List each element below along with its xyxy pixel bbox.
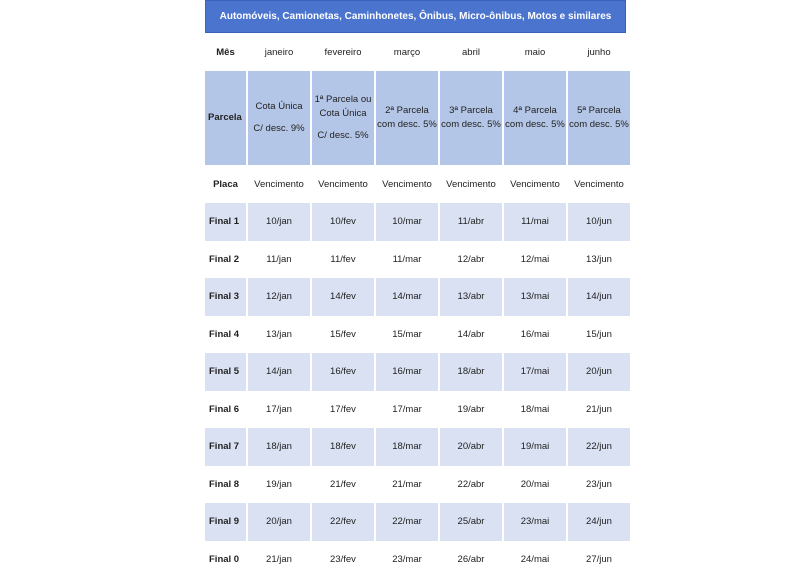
vencimento-header: Vencimento <box>440 165 502 203</box>
due-date: 19/abr <box>440 391 502 429</box>
due-date: 11/abr <box>440 203 502 241</box>
placa-final: Final 2 <box>205 241 246 279</box>
due-date: 13/jun <box>568 241 630 279</box>
parcela-main: Cota Única <box>256 101 303 112</box>
due-date: 16/fev <box>312 353 374 391</box>
due-date: 17/fev <box>312 391 374 429</box>
parcela-header <box>504 71 566 165</box>
due-date: 20/jun <box>568 353 630 391</box>
due-date: 20/jan <box>248 503 310 541</box>
table-row <box>205 203 630 241</box>
due-date: 14/jan <box>248 353 310 391</box>
parcela-main: 2ª Parcela com desc. 5% <box>377 105 437 130</box>
due-date: 22/abr <box>440 466 502 504</box>
placa-label: Placa <box>205 165 246 203</box>
placa-final: Final 3 <box>205 278 246 316</box>
due-date: 14/mar <box>376 278 438 316</box>
months-label: Mês <box>205 33 246 71</box>
parcelas-row <box>205 71 630 165</box>
due-date: 20/abr <box>440 428 502 466</box>
due-date: 25/abr <box>440 503 502 541</box>
months-row <box>205 33 630 71</box>
due-date: 21/jan <box>248 541 310 578</box>
due-date: 13/mai <box>504 278 566 316</box>
parcela-main: 4ª Parcela com desc. 5% <box>505 105 565 130</box>
vencimento-header: Vencimento <box>568 165 630 203</box>
placa-final: Final 0 <box>205 541 246 578</box>
due-date: 23/fev <box>312 541 374 578</box>
parcela-main: 5ª Parcela com desc. 5% <box>569 105 629 130</box>
vencimento-header: Vencimento <box>504 165 566 203</box>
due-date: 21/mar <box>376 466 438 504</box>
due-date: 21/fev <box>312 466 374 504</box>
due-date: 17/jan <box>248 391 310 429</box>
parcela-header <box>312 71 374 165</box>
due-date: 10/mar <box>376 203 438 241</box>
due-date: 24/jun <box>568 503 630 541</box>
vencimento-header: Vencimento <box>376 165 438 203</box>
table-row <box>205 466 630 504</box>
table-title: Automóveis, Camionetas, Caminhonetes, Ônibus, Micro-ônibus, Motos e similares <box>205 0 626 33</box>
due-date: 11/mai <box>504 203 566 241</box>
month-header: maio <box>504 33 566 71</box>
table-row <box>205 278 630 316</box>
table-row <box>205 353 630 391</box>
due-date: 26/abr <box>440 541 502 578</box>
parcela-main: 3ª Parcela com desc. 5% <box>441 105 501 130</box>
due-date: 21/jun <box>568 391 630 429</box>
parcela-header <box>568 71 630 165</box>
due-date: 14/jun <box>568 278 630 316</box>
due-date: 11/fev <box>312 241 374 279</box>
schedule-table <box>203 33 632 578</box>
due-date: 22/fev <box>312 503 374 541</box>
due-date: 16/mai <box>504 316 566 354</box>
due-date: 27/jun <box>568 541 630 578</box>
due-date: 24/mai <box>504 541 566 578</box>
table-row <box>205 391 630 429</box>
table-row <box>205 316 630 354</box>
placa-final: Final 8 <box>205 466 246 504</box>
due-date: 13/jan <box>248 316 310 354</box>
due-date: 17/mai <box>504 353 566 391</box>
vencimento-header: Vencimento <box>312 165 374 203</box>
parcela-sub: C/ desc. 9% <box>248 122 310 136</box>
due-date: 20/mai <box>504 466 566 504</box>
parcela-header <box>376 71 438 165</box>
due-date: 23/mai <box>504 503 566 541</box>
due-date: 12/jan <box>248 278 310 316</box>
due-date: 18/fev <box>312 428 374 466</box>
due-date: 10/fev <box>312 203 374 241</box>
due-date: 18/abr <box>440 353 502 391</box>
parcela-main: 1ª Parcela ou Cota Única <box>315 94 372 119</box>
placa-final: Final 7 <box>205 428 246 466</box>
due-date: 18/mar <box>376 428 438 466</box>
month-header: janeiro <box>248 33 310 71</box>
placa-final: Final 1 <box>205 203 246 241</box>
header-row <box>205 165 630 203</box>
due-date: 17/mar <box>376 391 438 429</box>
due-date: 10/jan <box>248 203 310 241</box>
due-date: 15/fev <box>312 316 374 354</box>
table-row <box>205 241 630 279</box>
vencimento-header: Vencimento <box>248 165 310 203</box>
ipva-calendar <box>205 0 626 578</box>
month-header: junho <box>568 33 630 71</box>
due-date: 23/mar <box>376 541 438 578</box>
due-date: 16/mar <box>376 353 438 391</box>
month-header: abril <box>440 33 502 71</box>
due-date: 19/mai <box>504 428 566 466</box>
due-date: 11/mar <box>376 241 438 279</box>
due-date: 14/abr <box>440 316 502 354</box>
placa-final: Final 4 <box>205 316 246 354</box>
due-date: 13/abr <box>440 278 502 316</box>
parcela-header <box>440 71 502 165</box>
parcela-header <box>248 71 310 165</box>
due-date: 22/jun <box>568 428 630 466</box>
due-date: 11/jan <box>248 241 310 279</box>
placa-final: Final 5 <box>205 353 246 391</box>
month-header: fevereiro <box>312 33 374 71</box>
table-row <box>205 428 630 466</box>
table-row <box>205 503 630 541</box>
due-date: 18/mai <box>504 391 566 429</box>
due-date: 22/mar <box>376 503 438 541</box>
due-date: 19/jan <box>248 466 310 504</box>
placa-final: Final 9 <box>205 503 246 541</box>
due-date: 12/mai <box>504 241 566 279</box>
due-date: 12/abr <box>440 241 502 279</box>
placa-final: Final 6 <box>205 391 246 429</box>
due-date: 23/jun <box>568 466 630 504</box>
parcela-label: Parcela <box>205 71 246 165</box>
due-date: 15/mar <box>376 316 438 354</box>
due-date: 14/fev <box>312 278 374 316</box>
parcela-sub: C/ desc. 5% <box>312 129 374 143</box>
month-header: março <box>376 33 438 71</box>
table-row <box>205 541 630 578</box>
due-date: 18/jan <box>248 428 310 466</box>
due-date: 15/jun <box>568 316 630 354</box>
due-date: 10/jun <box>568 203 630 241</box>
